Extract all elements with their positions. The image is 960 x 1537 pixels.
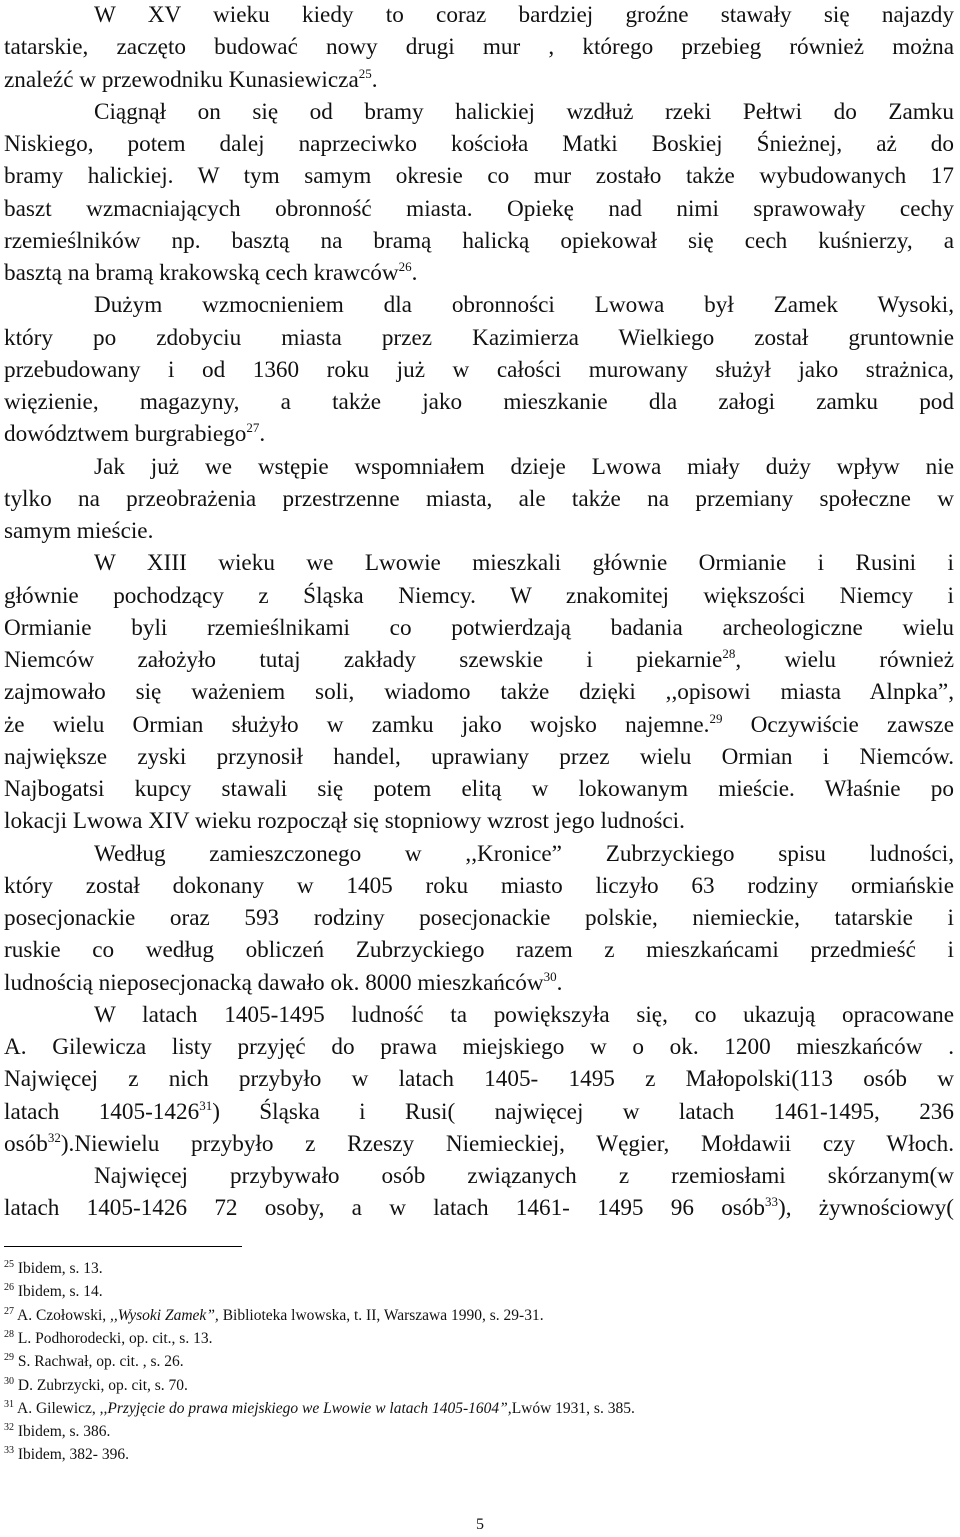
text-segment: Ciągnął on się od bramy halickiej wzdłuż rzeki Pełtwi do Zamku xyxy=(94,98,954,125)
text-segment: ludnością nieposecjonacką dawało ok. 8000 mieszkańców xyxy=(4,969,544,996)
text-line xyxy=(4,322,954,354)
text-segment: . xyxy=(371,66,378,93)
footnote-ref: 33 xyxy=(765,1194,778,1210)
text-segment: że wielu Ormian służyło w zamku jako wojsko najemne. xyxy=(4,711,710,738)
text-line xyxy=(4,676,954,708)
text-segment: lokacji Lwowa XIV wieku rozpoczął się stopniowy wzrost jego ludności. xyxy=(4,808,685,835)
text-line xyxy=(4,289,954,321)
footnote xyxy=(4,1281,954,1303)
text-segment: znaleźć w przewodniku Kunasiewicza xyxy=(4,66,359,93)
text-line xyxy=(4,31,954,63)
text-segment: ruskie co według obliczeń Zubrzyckiego razem z mieszkańcami przedmieść i xyxy=(4,937,954,964)
text-line xyxy=(4,838,954,870)
text-line xyxy=(4,644,954,676)
text-line xyxy=(4,902,954,934)
footnote-number: 28 xyxy=(4,1328,14,1340)
footnote-text: Ibidem, s. 14. xyxy=(14,1283,103,1301)
footnote-ref: 25 xyxy=(358,65,372,81)
footnote-text: S. Rachwał, op. cit. , s. 26. xyxy=(14,1353,184,1371)
text-segment: A. Gilewicza listy przyjęć do prawa miejskiego w o ok. 1200 mieszkańców . xyxy=(4,1034,954,1060)
footnote-text: A. Gilewicz, xyxy=(14,1399,100,1417)
text-line xyxy=(4,225,954,257)
text-line xyxy=(4,64,954,96)
text-segment: baszt wzmacniających obronność miasta. Opiekę nad nimi sprawowały cechy xyxy=(4,195,954,222)
footnote xyxy=(4,1398,954,1420)
footnote-number: 33 xyxy=(4,1445,14,1457)
text-line xyxy=(4,257,954,289)
footnote-number: 27 xyxy=(4,1305,14,1317)
text-line xyxy=(4,515,954,547)
text-segment: Niskiego, potem dalej naprzeciwko kościoła Matki Boskiej Śnieżnej, aż do xyxy=(4,131,954,157)
footnote-ref: 28 xyxy=(722,646,736,661)
text-segment: który został dokonany w 1405 roku miasto liczyło 63 rodziny ormiańskie xyxy=(4,872,954,899)
text-line xyxy=(4,354,954,386)
text-segment: latach 1405-1426 xyxy=(4,1098,200,1125)
text-segment: głównie pochodzący z Śląska Niemcy. W znakomitej większości Niemcy i xyxy=(4,582,954,609)
text-segment: zajmowało się ważeniem soli, wiadomo także dzięki ,,opisowi miasta Alnpka”, xyxy=(4,679,954,706)
text-segment: największe zyski przynosił handel, uprawiany przez wielu Ormian i Niemców. xyxy=(4,743,954,770)
footnote-number: 32 xyxy=(4,1422,14,1434)
text-line xyxy=(4,483,954,515)
footnote-text: Biblioteka lwowska, t. II, Warszawa 1990, s. 29-31. xyxy=(218,1306,544,1324)
footnote-ref: 30 xyxy=(543,968,557,984)
footnote-text: L. Podhorodecki, op. cit., s. 13. xyxy=(14,1329,213,1347)
text-segment: W XIII wieku we Lwowie mieszkali głównie Ormianie i Rusini i xyxy=(94,550,954,577)
text-line xyxy=(4,547,954,579)
text-segment: Najbogatsi kupcy stawali się potem elitą w lokowanym mieście. Właśnie po xyxy=(4,776,954,802)
page-number: 5 xyxy=(476,1516,484,1533)
footnote-number: 30 xyxy=(4,1375,14,1387)
text-line xyxy=(4,1192,954,1224)
text-segment: . xyxy=(556,969,563,996)
footnote xyxy=(4,1258,954,1280)
footnote-number: 25 xyxy=(4,1259,14,1270)
text-line xyxy=(4,967,954,999)
text-segment: Niemców założyło tutaj zakłady szewskie i piekarnie xyxy=(4,647,723,673)
text-segment: samym mieście. xyxy=(4,518,154,544)
text-line xyxy=(4,999,954,1031)
text-segment: ) Śląska i Rusi( najwięcej w latach 1461-1495, 236 xyxy=(212,1098,954,1125)
text-segment: który po zdobyciu miasta przez Kazimierza Wielkiego został gruntownie xyxy=(4,324,954,351)
footnote xyxy=(4,1351,954,1373)
text-segment: Najwięcej z nich przybyło w latach 1405- 1495 z Małopolski(113 osób w xyxy=(4,1066,954,1093)
text-segment: Oczywiście zawsze xyxy=(722,711,954,738)
text-segment: . xyxy=(411,260,418,286)
text-segment: Najwięcej przybywało osób związanych z rzemiosłami skórzanym(w xyxy=(94,1163,954,1189)
text-line xyxy=(4,1096,954,1128)
footnote-ref: 31 xyxy=(199,1097,213,1113)
text-line xyxy=(4,418,954,450)
footnote-text: D. Zubrzycki, op. cit, s. 70. xyxy=(14,1376,188,1394)
footnote-text: A. Czołowski, xyxy=(14,1306,111,1324)
text-segment: Ormianie byli rzemieślnikami co potwierdzają badania archeologiczne wielu xyxy=(4,614,954,641)
footnote-ref: 29 xyxy=(709,710,723,726)
text-segment: Dużym wzmocnieniem dla obronności Lwowa był Zamek Wysoki, xyxy=(94,292,954,319)
footnote xyxy=(4,1421,954,1443)
text-line xyxy=(4,612,954,644)
text-segment: , wielu również xyxy=(735,647,954,673)
text-line xyxy=(4,1128,954,1160)
text-line xyxy=(4,870,954,902)
text-line xyxy=(4,1031,954,1063)
footnote-text: Ibidem, s. 386. xyxy=(14,1423,111,1441)
footnote-title: ,,Przyjęcie do prawa miejskiego we Lwowie w latach 1405-1604”, xyxy=(99,1399,512,1417)
footnote-text: Ibidem, 382- 396. xyxy=(14,1446,129,1464)
text-segment: tatarskie, zaczęto budować nowy drugi mur , którego przebieg również można xyxy=(4,34,954,61)
footnote-title: ,,Wysoki Zamek”, xyxy=(110,1306,219,1324)
text-segment: ), żywnościowy( xyxy=(778,1195,954,1222)
text-segment: W latach 1405-1495 ludność ta powiększyła się, co ukazują opracowane xyxy=(94,1001,954,1028)
text-line xyxy=(4,1160,954,1192)
text-segment: przebudowany i od 1360 roku już w całości murowany służył jako strażnica, xyxy=(4,356,954,383)
footnote-ref: 32 xyxy=(47,1129,61,1145)
footnote-separator xyxy=(4,1246,242,1247)
footnote xyxy=(4,1444,954,1466)
footnote xyxy=(4,1328,954,1350)
text-segment: dowództwem burgrabiego xyxy=(4,421,247,448)
footnote-number: 26 xyxy=(4,1282,14,1294)
text-segment: basztą na bramą krakowską cech krawców xyxy=(4,260,399,286)
text-segment: . xyxy=(259,421,266,448)
text-segment: więzienie, magazyny, a także jako mieszkanie dla załogi zamku pod xyxy=(4,389,954,415)
text-line xyxy=(4,709,954,741)
text-line xyxy=(4,451,954,483)
text-segment: tylko na przeobrażenia przestrzenne miasta, ale także na przemiany społeczne w xyxy=(4,485,954,512)
text-line xyxy=(4,1063,954,1095)
text-line xyxy=(4,741,954,773)
text-line xyxy=(4,580,954,612)
text-line xyxy=(4,128,954,160)
footnote-text: Lwów 1931, s. 385. xyxy=(511,1399,635,1417)
footnote-ref: 26 xyxy=(398,259,412,274)
text-line xyxy=(4,805,954,837)
text-line xyxy=(4,160,954,192)
text-segment: W XV wieku kiedy to coraz bardziej groźne stawały się najazdy xyxy=(94,2,954,28)
text-line xyxy=(4,0,954,31)
text-segment: posecjonackie oraz 593 rodziny posecjonackie polskie, niemieckie, tatarskie i xyxy=(4,905,954,931)
footnote xyxy=(4,1375,954,1397)
text-line xyxy=(4,96,954,128)
footnote-number: 29 xyxy=(4,1352,14,1364)
footnote-ref: 27 xyxy=(246,420,260,436)
text-line xyxy=(4,193,954,225)
text-segment: Jak już we wstępie wspomniałem dzieje Lwowa miały duży wpływ nie xyxy=(94,453,954,480)
text-segment: bramy halickiej. W tym samym okresie co mur zostało także wybudowanych 17 xyxy=(4,163,954,190)
text-segment: Według zamieszczonego w ,,Kronice” Zubrzyckiego spisu ludności, xyxy=(94,840,954,867)
footnote xyxy=(4,1305,954,1327)
text-segment: rzemieślników np. basztą na bramą halicką opiekował się cech kuśnierzy, a xyxy=(4,227,954,254)
text-segment: latach 1405-1426 72 osoby, a w latach 1461- 1495 96 osób xyxy=(4,1195,765,1222)
text-line xyxy=(4,773,954,805)
footnote-text: Ibidem, s. 13. xyxy=(14,1260,103,1277)
text-line xyxy=(4,386,954,418)
text-segment: ).Niewielu przybyło z Rzeszy Niemieckiej, Węgier, Mołdawii czy Włoch. xyxy=(60,1130,954,1157)
footnote-number: 31 xyxy=(4,1398,14,1410)
text-segment: osób xyxy=(4,1130,48,1157)
text-line xyxy=(4,934,954,966)
